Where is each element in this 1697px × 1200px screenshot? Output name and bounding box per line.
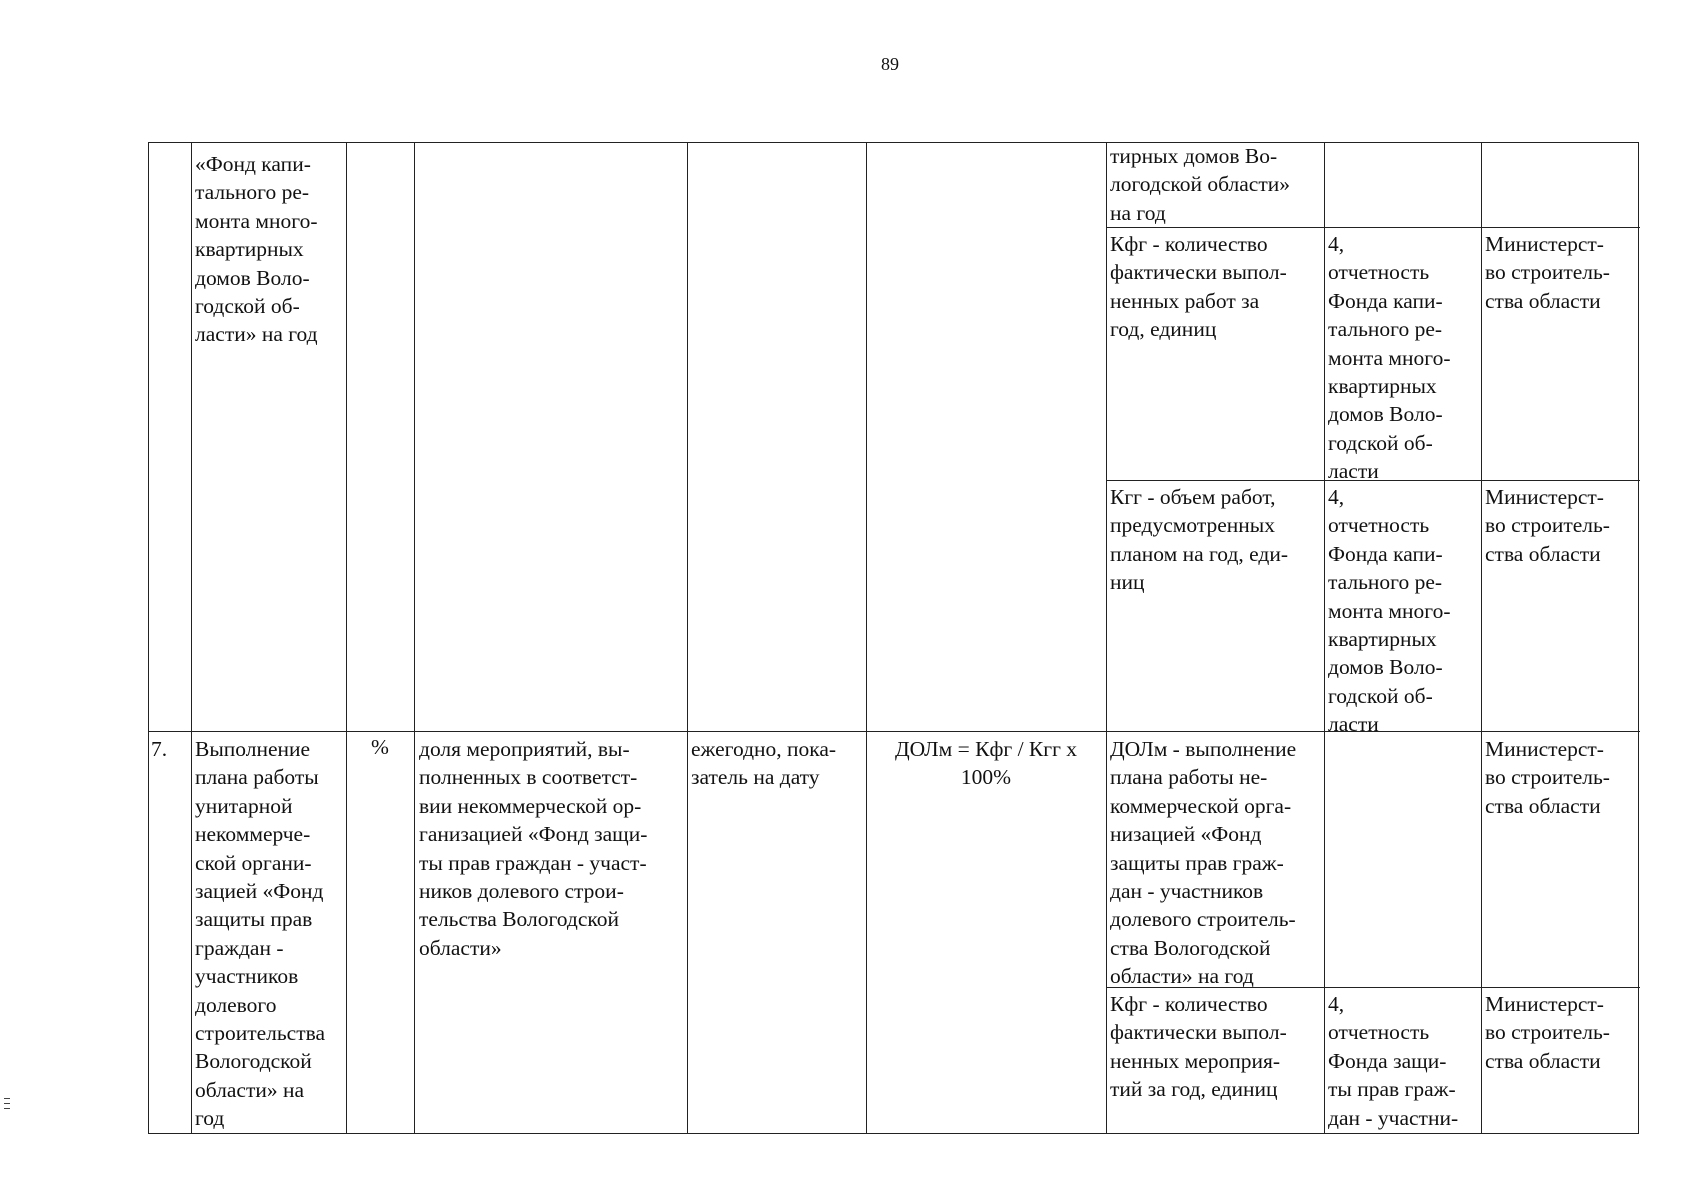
column-rule <box>1106 143 1107 1133</box>
page-number: 89 <box>881 54 899 74</box>
column-rule <box>346 143 347 1133</box>
column-rule <box>1324 143 1325 1133</box>
param-source: 4, отчетность Фонда капи- тального ре- монта много- квартирных домов Воло- годской об- ласти <box>1328 485 1451 737</box>
param-responsible: Министерст- во строитель- ства области <box>1485 485 1610 566</box>
cont-param-text: тирных домов Во- логодской области» на год <box>1110 144 1290 225</box>
column-rule <box>191 143 192 1133</box>
column-rule <box>866 143 867 1133</box>
scan-artifact <box>4 1108 10 1109</box>
column-rule <box>687 143 688 1133</box>
cont-indicator-name: «Фонд капи- тального ре- монта много- квартирных домов Воло- годской об- ласти» на год <box>195 152 318 347</box>
param-description: Кфг - количество фактически выпол- ненных работ за год, единиц <box>1110 232 1287 342</box>
param-responsible: Министерст- во строитель- ства области <box>1485 737 1610 818</box>
param-description: ДОЛм - выполнение плана работы не- коммерческой орга- низацией «Фонд защиты прав граж- дан - участников долевого строитель- ства Вологодской области» на год <box>1110 737 1297 989</box>
column-rule <box>1481 143 1482 1133</box>
periodicity: ежегодно, пока- затель на дату <box>691 737 837 790</box>
param-responsible: Министерст- во строитель- ства области <box>1485 232 1610 313</box>
param-source: 4, отчетность Фонда капи- тального ре- монта много- квартирных домов Воло- годской об- ласти <box>1328 232 1451 484</box>
row-number: 7. <box>151 737 168 761</box>
param-source: 4, отчетность Фонда защи- ты прав граж- дан - участни- <box>1328 992 1459 1130</box>
param-description: Кфг - количество фактически выпол- ненных мероприя- тий за год, единиц <box>1110 992 1287 1102</box>
column-rule <box>414 143 415 1133</box>
scan-artifact <box>4 1098 10 1099</box>
param-responsible: Министерст- во строитель- ства области <box>1485 992 1610 1073</box>
indicator-definition: доля мероприятий, вы- полненных в соответст- вии некоммерческой ор- ганизацией «Фонд защи- ты прав граждан - участ- ников долевого строи- тельства Вологодской области» <box>419 737 648 960</box>
formula: ДОЛм = Кфг / Кгг х 100% <box>894 737 1078 790</box>
indicator-table <box>148 142 1639 1134</box>
scan-artifact <box>4 1103 10 1104</box>
param-description: Кгг - объем работ, предусмотренных планом на год, еди- ниц <box>1110 485 1288 595</box>
unit: % <box>371 735 389 759</box>
indicator-name: Выполнение плана работы унитарной некоммерче- ской органи- зацией «Фонд защиты прав граждан - участников долевого строительства Вологодской области» на год <box>195 737 326 1131</box>
